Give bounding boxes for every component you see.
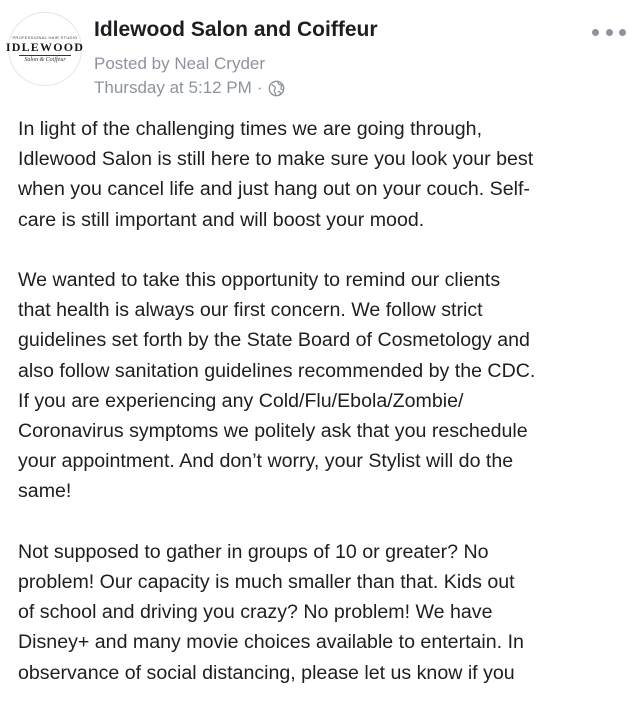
avatar-logo-name: IDLEWOOD <box>5 39 85 54</box>
avatar-top-text: PROFESSIONAL HAIR STUDIO <box>12 34 78 40</box>
more-options-dot <box>606 29 613 36</box>
meta-separator: · <box>256 78 263 97</box>
post-paragraph: Not supposed to gather in groups of 10 or greater? No problem! Our capacity is much smaller than that. Kids out of school and driving you crazy? No problem! We have Disney+ and many movie choices available to entertain. In observance of social distancing, please let us know if you <box>18 540 524 684</box>
more-options-dot <box>592 29 599 36</box>
more-options-dot <box>619 29 626 36</box>
globe-icon[interactable] <box>268 80 285 97</box>
page-avatar[interactable] <box>5 12 85 86</box>
avatar-divider <box>19 55 71 56</box>
post-timestamp[interactable]: Thursday at 5:12 PM <box>94 78 252 97</box>
avatar-logo-script: Salon & Coiffeur <box>24 56 66 63</box>
post-meta <box>94 78 285 98</box>
posted-by-text: Posted by Neal Cryder <box>94 54 266 73</box>
post-body <box>18 114 630 718</box>
post-header <box>0 0 640 110</box>
page-name-link[interactable]: Idlewood Salon and Coiffeur <box>94 18 378 41</box>
post-paragraph: In light of the challenging times we are going through, Idlewood Salon is still here to make sure you look your best when you cancel life and just hang out on your couch. Self- care is still important and will boost your mood. <box>18 118 534 231</box>
more-options-icon[interactable] <box>592 20 626 44</box>
post-paragraph: We wanted to take this opportunity to remind our clients that health is always our first concern. We follow strict guidelines set forth by the State Board of Cosmetology and also follow sanitation guidelines recommended by the CDC. If you are experiencing any Cold/Flu/Ebola/Zombie/ Coronavirus symptoms we politely ask that you reschedule your appointment. And don’t worry, your Stylist will do the same! <box>18 269 536 503</box>
